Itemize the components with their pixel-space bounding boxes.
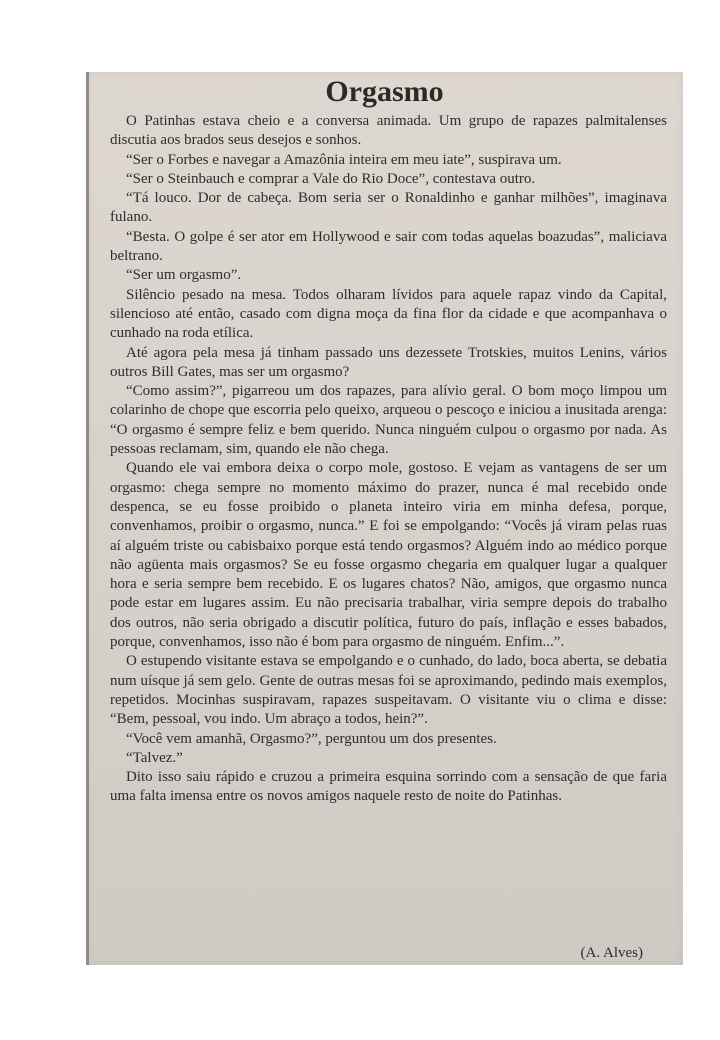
article-paragraph: “Ser o Steinbauch e comprar a Vale do Rio Doce”, contestava outro. [126, 170, 536, 187]
article-paragraph: “Tá louco. Dor de cabeça. Bom seria ser o Ronaldinho e ganhar milhões”, imaginava fulano. [110, 190, 667, 226]
article-paragraph: “Besta. O golpe é ser ator em Hollywood e sair com todas aquelas boazudas”, maliciava beltrano. [110, 228, 667, 265]
article-body [110, 112, 667, 807]
article-paragraph: “Ser o Forbes e navegar a Amazônia inteira em meu iate”, suspirava um. [126, 151, 562, 168]
article-paragraph: “Talvez.” [126, 749, 183, 766]
article-paragraph: Dito isso saiu rápido e cruzou a primeira esquina sorrindo com a sensação de que faria uma falta imensa entre os novos amigos naquele resto de noite do Patinhas. [110, 769, 667, 805]
article-paragraph: O estupendo visitante estava se empolgando e o cunhado, do lado, boca aberta, se debatia num uísque já sem gelo. Gente de outras mesas foi se aproximando, pedindo mais exemplos, repetidos. Mocinhas suspiravam, rapazes suspeitavam. O visitante viu o clima e disse: “Bem, pessoal, vou indo. Um abraço a todos, hein?”. [110, 653, 667, 728]
article-title: Orgasmo [325, 75, 444, 108]
article-paragraph: O Patinhas estava cheio e a conversa animada. Um grupo de rapazes palmitalenses discutia aos brados seus desejos e sonhos. [110, 113, 667, 149]
article-paragraph: Silêncio pesado na mesa. Todos olharam lívidos para aquele rapaz vindo da Capital, silencioso até então, casado com digna moça da fina flor da cidade e que acompanhava o cunhado na roda etílica. [110, 286, 667, 342]
article-paragraph: Até agora pela mesa já tinham passado uns dezessete Trotskies, muitos Lenins, vários outros Bill Gates, mas ser um orgasmo? [110, 344, 667, 380]
clipping-edge [86, 72, 89, 965]
article-paragraph: Quando ele vai embora deixa o corpo mole, gostoso. E vejam as vantagens de ser um orgasmo: chega sempre no momento máximo do prazer, nunca é mal recebido onde despenca, se eu fosse proibido o planeta inteiro viria em minha defesa, porque, convenhamos, proibir o orgasmo, nunca.” E foi se empolgando: “Vocês já viram pelas ruas aí alguém triste ou cabisbaixo porque está tendo orgasmos? Alguém indo ao médico porque não agüenta mais orgasmos? Se eu fosse orgasmo chegaria em qualquer lugar a qualquer hora e seria sempre bem recebido. E os lugares chatos? Não, amigos, que orgasmo nunca pode estar em lugares assim. Eu não precisaria trabalhar, viria sempre depois do trabalho dos outros, não seria obrigado a discutir política, futuro do país, inflação e esses babados, porque, convenhamos, isso não é bom para orgasmo de ninguém. Enfim...”. [110, 460, 667, 651]
article-paragraph: “Você vem amanhã, Orgasmo?”, perguntou um dos presentes. [126, 730, 497, 747]
article-paragraph: “Como assim?”, pigarreou um dos rapazes, para alívio geral. O bom moço limpou um colarinho de chope que escorria pelo queixo, arqueou o pescoço e iniciou a inusitada arenga: “O orgasmo é sempre feliz e bem querido. Nunca ninguém culpou o orgasmo por nada. As pessoas reclamam, sim, quando ele não chega. [110, 383, 667, 458]
newspaper-clipping [86, 72, 683, 965]
author-signature: (A. Alves) [580, 945, 643, 961]
article-paragraph: “Ser um orgasmo”. [126, 267, 242, 284]
